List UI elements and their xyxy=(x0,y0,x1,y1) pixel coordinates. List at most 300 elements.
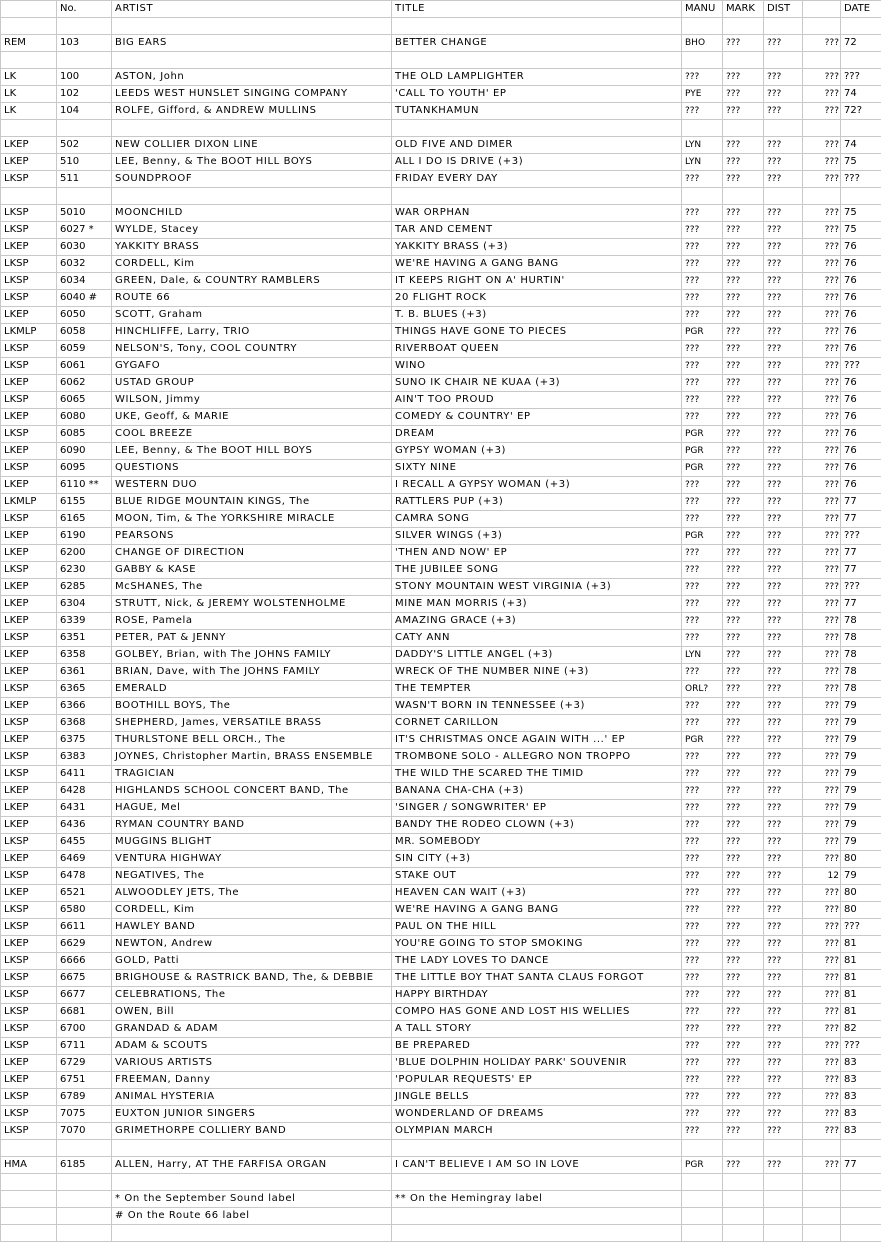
cell-prefix: LKEP xyxy=(1,154,57,171)
cell-manu: LYN xyxy=(682,154,723,171)
table-row xyxy=(1,953,881,970)
table-row xyxy=(1,443,881,460)
cell-number: 6050 xyxy=(57,307,112,324)
cell-date: 74 xyxy=(841,86,881,103)
cell-prefix: LKMLP xyxy=(1,494,57,511)
cell-manu: ??? xyxy=(682,1072,723,1089)
cell-artist: LEE, Benny, & The BOOT HILL BOYS xyxy=(112,154,392,171)
cell-count: ??? xyxy=(803,562,841,579)
cell-prefix: LKSP xyxy=(1,902,57,919)
cell-prefix: LKEP xyxy=(1,664,57,681)
cell-dist: ??? xyxy=(764,307,803,324)
cell-count: ??? xyxy=(803,290,841,307)
cell-number: 6366 xyxy=(57,698,112,715)
cell-title: SUNO IK CHAIR NE KUAA (+3) xyxy=(392,375,682,392)
table-row xyxy=(1,494,881,511)
cell-dist: ??? xyxy=(764,69,803,86)
cell-count: ??? xyxy=(803,205,841,222)
col-header-mark: MARK xyxy=(723,1,764,18)
cell-prefix: LKSP xyxy=(1,341,57,358)
cell-title: A TALL STORY xyxy=(392,1021,682,1038)
cell-dist: ??? xyxy=(764,290,803,307)
cell-date: 81 xyxy=(841,987,881,1004)
cell-manu: ??? xyxy=(682,596,723,613)
cell-count: ??? xyxy=(803,834,841,851)
cell-number: 510 xyxy=(57,154,112,171)
cell-number: 6478 xyxy=(57,868,112,885)
cell-title: 'POPULAR REQUESTS' EP xyxy=(392,1072,682,1089)
cell-artist: GOLBEY, Brian, with The JOHNS FAMILY xyxy=(112,647,392,664)
cell-number: 6469 xyxy=(57,851,112,868)
cell-manu: PGR xyxy=(682,460,723,477)
table-row xyxy=(1,1055,881,1072)
cell-count xyxy=(803,1140,841,1157)
cell-date: 77 xyxy=(841,1157,881,1174)
cell-dist: ??? xyxy=(764,375,803,392)
cell-artist: EMERALD xyxy=(112,681,392,698)
table-row xyxy=(1,732,881,749)
table-row xyxy=(1,69,881,86)
cell-prefix: LKSP xyxy=(1,1106,57,1123)
table-row xyxy=(1,766,881,783)
cell-dist: ??? xyxy=(764,664,803,681)
cell-count: ??? xyxy=(803,443,841,460)
cell-manu: ??? xyxy=(682,511,723,528)
cell-dist: ??? xyxy=(764,324,803,341)
table-row xyxy=(1,137,881,154)
cell-title: THE OLD LAMPLIGHTER xyxy=(392,69,682,86)
cell-manu: PGR xyxy=(682,443,723,460)
cell-manu: ??? xyxy=(682,919,723,936)
cell-manu: ??? xyxy=(682,1004,723,1021)
cell-date: 82 xyxy=(841,1021,881,1038)
cell-mark: ??? xyxy=(723,528,764,545)
cell-artist: MOONCHILD xyxy=(112,205,392,222)
cell-prefix: LKSP xyxy=(1,919,57,936)
table-row xyxy=(1,239,881,256)
cell-number: 6059 xyxy=(57,341,112,358)
cell-date xyxy=(841,120,881,137)
cell-manu: ??? xyxy=(682,885,723,902)
cell-mark: ??? xyxy=(723,426,764,443)
cell-title: WE'RE HAVING A GANG BANG xyxy=(392,902,682,919)
header-row xyxy=(1,1,881,18)
cell-date: 76 xyxy=(841,256,881,273)
cell-mark: ??? xyxy=(723,834,764,851)
table-row xyxy=(1,970,881,987)
cell-count: ??? xyxy=(803,137,841,154)
cell-count: ??? xyxy=(803,630,841,647)
cell-count: ??? xyxy=(803,647,841,664)
cell-count: ??? xyxy=(803,919,841,936)
cell-title: OLD FIVE AND DIMER xyxy=(392,137,682,154)
cell-number xyxy=(57,120,112,137)
cell-title: THE WILD THE SCARED THE TIMID xyxy=(392,766,682,783)
cell-count: ??? xyxy=(803,86,841,103)
cell-dist: ??? xyxy=(764,545,803,562)
cell-artist: McSHANES, The xyxy=(112,579,392,596)
cell-count: ??? xyxy=(803,426,841,443)
cell-count: ??? xyxy=(803,970,841,987)
cell-number: 6666 xyxy=(57,953,112,970)
cell-title: TAR AND CEMENT xyxy=(392,222,682,239)
cell-artist: RYMAN COUNTRY BAND xyxy=(112,817,392,834)
cell-prefix: LKSP xyxy=(1,1038,57,1055)
cell-dist: ??? xyxy=(764,171,803,188)
table-row xyxy=(1,868,881,885)
cell-dist: ??? xyxy=(764,732,803,749)
cell-manu: ??? xyxy=(682,715,723,732)
cell-count: ??? xyxy=(803,477,841,494)
cell-artist: BLUE RIDGE MOUNTAIN KINGS, The xyxy=(112,494,392,511)
cell-number: 6339 xyxy=(57,613,112,630)
table-row xyxy=(1,698,881,715)
cell-date: 76 xyxy=(841,307,881,324)
cell-dist: ??? xyxy=(764,987,803,1004)
table-row xyxy=(1,307,881,324)
table-row xyxy=(1,273,881,290)
cell-mark: ??? xyxy=(723,902,764,919)
table-row xyxy=(1,324,881,341)
table-row xyxy=(1,579,881,596)
cell-dist: ??? xyxy=(764,1089,803,1106)
cell-number xyxy=(57,1174,112,1191)
cell-prefix: LKSP xyxy=(1,970,57,987)
cell-mark: ??? xyxy=(723,171,764,188)
cell-count: ??? xyxy=(803,1038,841,1055)
cell-date xyxy=(841,1191,881,1208)
cell-dist: ??? xyxy=(764,868,803,885)
cell-manu: ??? xyxy=(682,222,723,239)
cell-count: ??? xyxy=(803,579,841,596)
cell-artist: QUESTIONS xyxy=(112,460,392,477)
table-row xyxy=(1,409,881,426)
cell-mark: ??? xyxy=(723,698,764,715)
cell-number: 6032 xyxy=(57,256,112,273)
cell-mark: ??? xyxy=(723,1123,764,1140)
cell-count: ??? xyxy=(803,732,841,749)
cell-artist: SHEPHERD, James, VERSATILE BRASS xyxy=(112,715,392,732)
cell-prefix: LKSP xyxy=(1,171,57,188)
table-row xyxy=(1,919,881,936)
cell-artist: EUXTON JUNIOR SINGERS xyxy=(112,1106,392,1123)
cell-title: WINO xyxy=(392,358,682,375)
cell-artist: NEGATIVES, The xyxy=(112,868,392,885)
table-row xyxy=(1,885,881,902)
cell-dist: ??? xyxy=(764,341,803,358)
cell-manu: ??? xyxy=(682,1038,723,1055)
cell-mark xyxy=(723,1174,764,1191)
cell-manu: ??? xyxy=(682,766,723,783)
cell-count: ??? xyxy=(803,1055,841,1072)
cell-prefix: LKSP xyxy=(1,1021,57,1038)
cell-manu: ??? xyxy=(682,800,723,817)
cell-count: ??? xyxy=(803,1123,841,1140)
col-header-prefix xyxy=(1,1,57,18)
cell-mark: ??? xyxy=(723,154,764,171)
cell-title: CORNET CARILLON xyxy=(392,715,682,732)
cell-manu xyxy=(682,1140,723,1157)
cell-title: T. B. BLUES (+3) xyxy=(392,307,682,324)
cell-title: HAPPY BIRTHDAY xyxy=(392,987,682,1004)
table-row xyxy=(1,205,881,222)
table-row xyxy=(1,375,881,392)
cell-date: 77 xyxy=(841,494,881,511)
cell-mark: ??? xyxy=(723,511,764,528)
cell-mark: ??? xyxy=(723,103,764,120)
cell-artist: MOON, Tim, & The YORKSHIRE MIRACLE xyxy=(112,511,392,528)
cell-count: ??? xyxy=(803,545,841,562)
cell-date: 75 xyxy=(841,222,881,239)
cell-number: 6358 xyxy=(57,647,112,664)
cell-mark: ??? xyxy=(723,1072,764,1089)
cell-number: 6040 # xyxy=(57,290,112,307)
cell-count: ??? xyxy=(803,375,841,392)
cell-artist: HIGHLANDS SCHOOL CONCERT BAND, The xyxy=(112,783,392,800)
cell-dist: ??? xyxy=(764,579,803,596)
cell-dist xyxy=(764,1225,803,1242)
col-header-title: TITLE xyxy=(392,1,682,18)
cell-count: ??? xyxy=(803,409,841,426)
cell-count: ??? xyxy=(803,35,841,52)
cell-date: ??? xyxy=(841,1038,881,1055)
cell-dist: ??? xyxy=(764,273,803,290)
cell-mark: ??? xyxy=(723,341,764,358)
cell-manu xyxy=(682,1225,723,1242)
cell-mark: ??? xyxy=(723,800,764,817)
cell-number: 6711 xyxy=(57,1038,112,1055)
cell-count: 12 xyxy=(803,868,841,885)
table-row xyxy=(1,817,881,834)
cell-mark: ??? xyxy=(723,868,764,885)
cell-mark: ??? xyxy=(723,562,764,579)
cell-number: 6062 xyxy=(57,375,112,392)
cell-manu: ??? xyxy=(682,698,723,715)
cell-number xyxy=(57,1208,112,1225)
cell-prefix: LKEP xyxy=(1,800,57,817)
cell-count: ??? xyxy=(803,885,841,902)
cell-mark: ??? xyxy=(723,392,764,409)
cell-mark: ??? xyxy=(723,307,764,324)
table-row xyxy=(1,987,881,1004)
cell-date: 76 xyxy=(841,477,881,494)
cell-artist: PETER, PAT & JENNY xyxy=(112,630,392,647)
cell-prefix: LKSP xyxy=(1,358,57,375)
cell-number: 7075 xyxy=(57,1106,112,1123)
cell-artist: JOYNES, Christopher Martin, BRASS ENSEMBLE xyxy=(112,749,392,766)
cell-date: 78 xyxy=(841,630,881,647)
cell-number: 6185 xyxy=(57,1157,112,1174)
cell-mark: ??? xyxy=(723,732,764,749)
cell-count: ??? xyxy=(803,69,841,86)
cell-number: 6411 xyxy=(57,766,112,783)
cell-artist: HAGUE, Mel xyxy=(112,800,392,817)
cell-manu: ??? xyxy=(682,392,723,409)
cell-date: 80 xyxy=(841,851,881,868)
cell-count: ??? xyxy=(803,936,841,953)
cell-count: ??? xyxy=(803,766,841,783)
cell-number: 6090 xyxy=(57,443,112,460)
cell-prefix: LKSP xyxy=(1,987,57,1004)
cell-prefix: LKSP xyxy=(1,222,57,239)
table-row xyxy=(1,1106,881,1123)
cell-dist: ??? xyxy=(764,562,803,579)
cell-manu: PGR xyxy=(682,426,723,443)
cell-prefix: LKEP xyxy=(1,698,57,715)
cell-dist: ??? xyxy=(764,800,803,817)
cell-count: ??? xyxy=(803,154,841,171)
table-row xyxy=(1,647,881,664)
cell-count: ??? xyxy=(803,953,841,970)
cell-count: ??? xyxy=(803,1021,841,1038)
table-row xyxy=(1,545,881,562)
cell-manu: ??? xyxy=(682,494,723,511)
cell-title: WAR ORPHAN xyxy=(392,205,682,222)
cell-dist: ??? xyxy=(764,613,803,630)
cell-manu xyxy=(682,52,723,69)
cell-count: ??? xyxy=(803,307,841,324)
cell-date: ??? xyxy=(841,358,881,375)
cell-title: RIVERBOAT QUEEN xyxy=(392,341,682,358)
table-row xyxy=(1,358,881,375)
cell-count: ??? xyxy=(803,273,841,290)
table-row xyxy=(1,1140,881,1157)
cell-artist xyxy=(112,1140,392,1157)
cell-number: 511 xyxy=(57,171,112,188)
cell-prefix: LKEP xyxy=(1,1055,57,1072)
cell-prefix: LKEP xyxy=(1,579,57,596)
cell-prefix: LK xyxy=(1,86,57,103)
cell-count: ??? xyxy=(803,749,841,766)
cell-dist: ??? xyxy=(764,1021,803,1038)
cell-artist: CHANGE OF DIRECTION xyxy=(112,545,392,562)
cell-mark: ??? xyxy=(723,664,764,681)
cell-prefix: LKEP xyxy=(1,443,57,460)
cell-manu: ??? xyxy=(682,477,723,494)
cell-dist: ??? xyxy=(764,528,803,545)
cell-date: 72? xyxy=(841,103,881,120)
cell-count: ??? xyxy=(803,324,841,341)
cell-title: 'BLUE DOLPHIN HOLIDAY PARK' SOUVENIR xyxy=(392,1055,682,1072)
table-row xyxy=(1,936,881,953)
cell-date: 79 xyxy=(841,698,881,715)
cell-title: WASN'T BORN IN TENNESSEE (+3) xyxy=(392,698,682,715)
table-row xyxy=(1,613,881,630)
cell-count xyxy=(803,1191,841,1208)
cell-artist: GABBY & KASE xyxy=(112,562,392,579)
cell-date: 81 xyxy=(841,953,881,970)
cell-date xyxy=(841,1174,881,1191)
cell-manu: ??? xyxy=(682,341,723,358)
cell-mark: ??? xyxy=(723,1004,764,1021)
cell-prefix: LKMLP xyxy=(1,324,57,341)
table-row xyxy=(1,511,881,528)
cell-count: ??? xyxy=(803,1089,841,1106)
cell-title: YOU'RE GOING TO STOP SMOKING xyxy=(392,936,682,953)
cell-title xyxy=(392,1208,682,1225)
cell-dist: ??? xyxy=(764,35,803,52)
cell-dist: ??? xyxy=(764,1106,803,1123)
cell-artist: ASTON, John xyxy=(112,69,392,86)
table-row xyxy=(1,715,881,732)
cell-mark: ??? xyxy=(723,1106,764,1123)
table-row xyxy=(1,749,881,766)
cell-title: THE TEMPTER xyxy=(392,681,682,698)
cell-title: AIN'T TOO PROUD xyxy=(392,392,682,409)
cell-date xyxy=(841,52,881,69)
table-row xyxy=(1,1004,881,1021)
cell-number: 6095 xyxy=(57,460,112,477)
cell-dist: ??? xyxy=(764,103,803,120)
cell-mark: ??? xyxy=(723,987,764,1004)
table-row xyxy=(1,1157,881,1174)
cell-title: ** On the Hemingray label xyxy=(392,1191,682,1208)
col-header-number: No. xyxy=(57,1,112,18)
cell-title: IT KEEPS RIGHT ON A' HURTIN' xyxy=(392,273,682,290)
cell-dist: ??? xyxy=(764,205,803,222)
cell-count: ??? xyxy=(803,715,841,732)
cell-manu: PGR xyxy=(682,732,723,749)
cell-title: BANANA CHA-CHA (+3) xyxy=(392,783,682,800)
cell-prefix: LKEP xyxy=(1,851,57,868)
cell-prefix: LKEP xyxy=(1,375,57,392)
table-row xyxy=(1,596,881,613)
cell-date: 80 xyxy=(841,902,881,919)
cell-title: 'SINGER / SONGWRITER' EP xyxy=(392,800,682,817)
cell-prefix: LKSP xyxy=(1,273,57,290)
cell-mark: ??? xyxy=(723,766,764,783)
cell-mark xyxy=(723,18,764,35)
cell-dist: ??? xyxy=(764,460,803,477)
cell-date: 78 xyxy=(841,613,881,630)
cell-prefix: LKSP xyxy=(1,715,57,732)
cell-number: 6383 xyxy=(57,749,112,766)
col-header-dist: DIST xyxy=(764,1,803,18)
cell-mark xyxy=(723,1140,764,1157)
cell-date: 79 xyxy=(841,749,881,766)
cell-number xyxy=(57,1191,112,1208)
cell-dist: ??? xyxy=(764,715,803,732)
cell-dist xyxy=(764,18,803,35)
cell-artist: THURLSTONE BELL ORCH., The xyxy=(112,732,392,749)
cell-artist: ALLEN, Harry, AT THE FARFISA ORGAN xyxy=(112,1157,392,1174)
cell-mark: ??? xyxy=(723,86,764,103)
cell-date: 81 xyxy=(841,936,881,953)
cell-number: 6629 xyxy=(57,936,112,953)
cell-manu: ??? xyxy=(682,290,723,307)
cell-dist: ??? xyxy=(764,970,803,987)
cell-artist: YAKKITY BRASS xyxy=(112,239,392,256)
cell-mark: ??? xyxy=(723,545,764,562)
cell-artist: WESTERN DUO xyxy=(112,477,392,494)
cell-prefix: LKEP xyxy=(1,732,57,749)
cell-manu: ??? xyxy=(682,868,723,885)
cell-mark xyxy=(723,188,764,205)
cell-manu: ??? xyxy=(682,902,723,919)
cell-title: CAMRA SONG xyxy=(392,511,682,528)
cell-number: 502 xyxy=(57,137,112,154)
cell-count: ??? xyxy=(803,1072,841,1089)
cell-manu: ??? xyxy=(682,103,723,120)
cell-title: IT'S CHRISTMAS ONCE AGAIN WITH ...' EP xyxy=(392,732,682,749)
cell-count: ??? xyxy=(803,817,841,834)
cell-artist: NEWTON, Andrew xyxy=(112,936,392,953)
cell-date: 75 xyxy=(841,205,881,222)
cell-count: ??? xyxy=(803,664,841,681)
cell-number: 6681 xyxy=(57,1004,112,1021)
cell-count: ??? xyxy=(803,103,841,120)
cell-artist xyxy=(112,1174,392,1191)
